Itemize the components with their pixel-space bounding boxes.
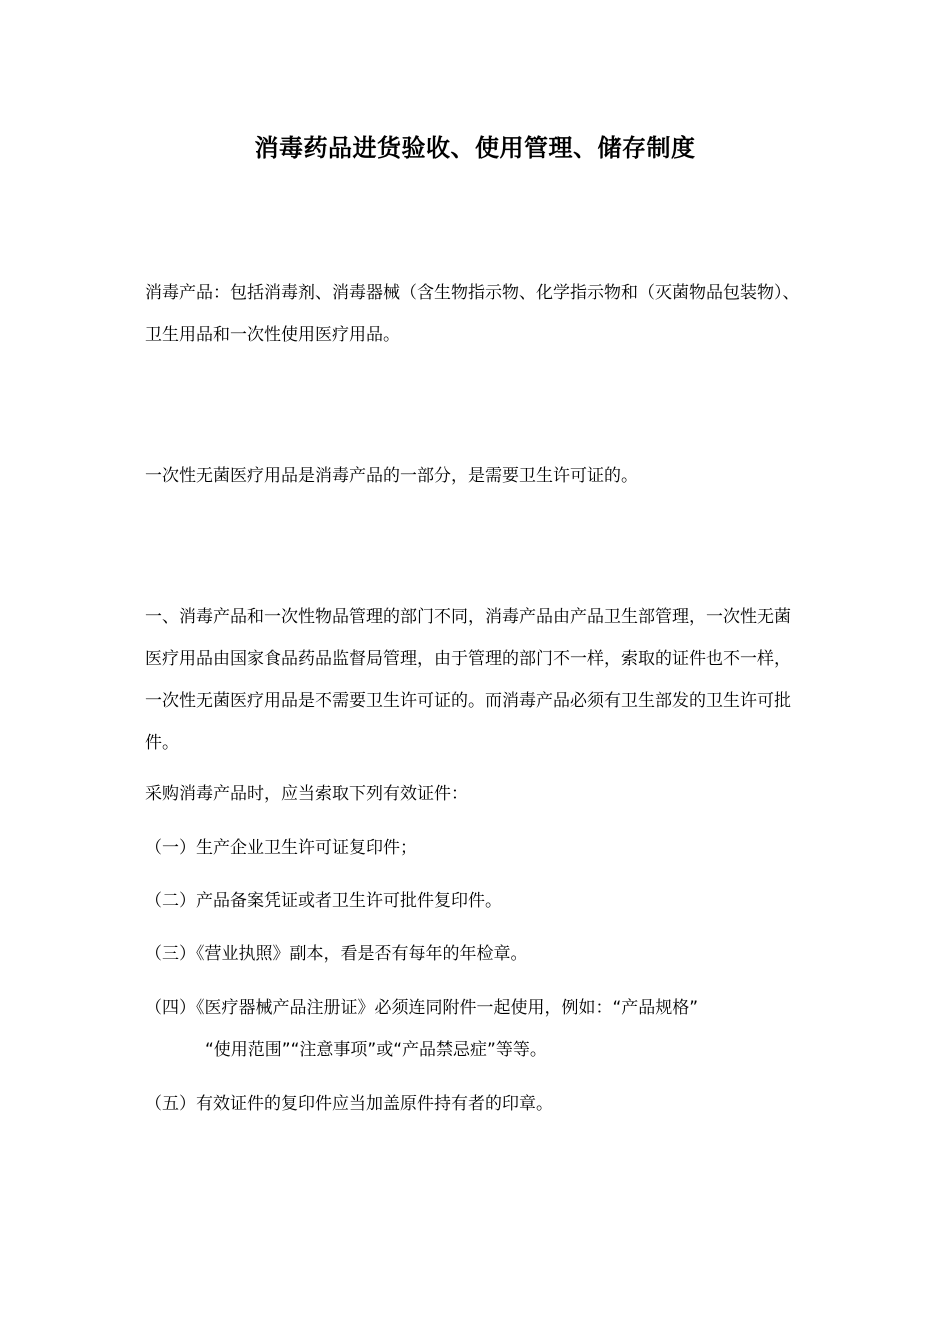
definition-paragraph: 消毒产品：包括消毒剂、消毒器械（含生物指示物、化学指示物和（灭菌物品包装物）、卫生用品和一次性使用医疗用品。 bbox=[145, 283, 800, 345]
list-item-3: （三）《营业执照》副本，看是否有每年的年检章。 bbox=[145, 944, 528, 964]
list-item-2: （二）产品备案凭证或者卫生许可批件复印件。 bbox=[145, 891, 502, 911]
list-item-1: （一）生产企业卫生许可证复印件； bbox=[145, 838, 417, 858]
document-title: 消毒药品进货验收、使用管理、储存制度 bbox=[254, 134, 696, 162]
list-item-5: （五）有效证件的复印件应当加盖原件持有者的印章。 bbox=[145, 1094, 553, 1114]
note-paragraph: 一次性无菌医疗用品是消毒产品的一部分，是需要卫生许可证的。 bbox=[145, 466, 638, 486]
list-item-4-continued: “使用范围”“注意事项”或“产品禁忌症”等等。 bbox=[205, 1040, 547, 1060]
section-one-paragraph: 一、消毒产品和一次性物品管理的部门不同，消毒产品由产品卫生部管理，一次性无菌医疗用品由国家食品药品监督局管理，由于管理的部门不一样，索取的证件也不一样，一次性无菌医疗用品是不需要卫生许可证的。而消毒产品必须有卫生部发的卫生许可批件。 bbox=[145, 607, 791, 753]
purchase-intro: 采购消毒产品时，应当索取下列有效证件： bbox=[145, 784, 468, 804]
list-item-4: （四）《医疗器械产品注册证》必须连同附件一起使用，例如：“产品规格” bbox=[145, 998, 699, 1018]
